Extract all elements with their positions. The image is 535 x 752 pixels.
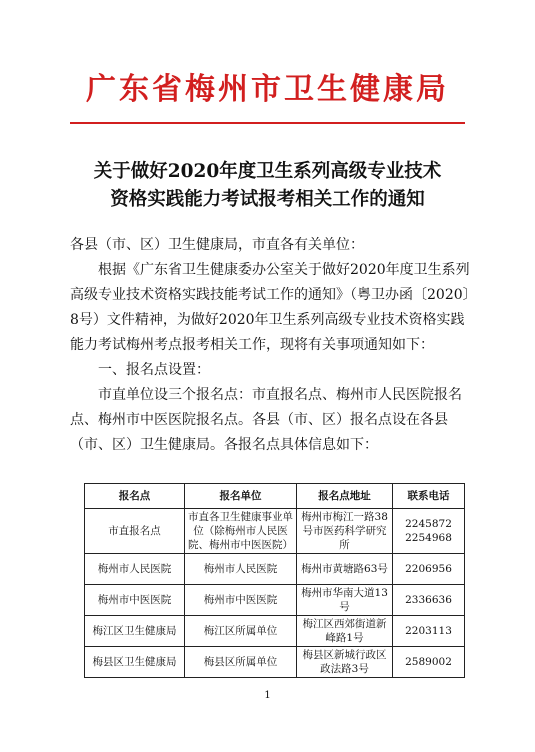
section-heading-registration-points: 一、报名点设置： <box>98 362 210 378</box>
cell-phone: 2203113 <box>393 616 465 647</box>
cell-address: 梅州市梅江一路38号市医药科学研究所 <box>297 509 393 554</box>
cell-registration-point: 梅州市中医医院 <box>85 585 185 616</box>
page-number: 1 <box>264 690 271 701</box>
salutation: 各县（市、区）卫生健康局，市直各有关单位： <box>70 237 364 253</box>
cell-registration-point: 梅江区卫生健康局 <box>85 616 185 647</box>
header-registration-point: 报名点 <box>85 484 185 509</box>
cell-registration-unit: 梅州市中医医院 <box>185 585 297 616</box>
notice-body <box>70 233 471 458</box>
table-row <box>85 616 465 647</box>
cell-phone: 2245872 2254968 <box>393 509 465 554</box>
cell-registration-point: 市直报名点 <box>85 509 185 554</box>
paragraph-registration-points: 市直单位设三个报名点：市直报名点、梅州市人民医院报名点、梅州市中医医院报名点。各县（市、区）报名点设在各县（市、区）卫生健康局。各报名点具体信息如下： <box>70 387 462 453</box>
table-row <box>85 647 465 678</box>
cell-address: 梅州市黄塘路63号 <box>297 554 393 585</box>
cell-phone: 2336636 <box>393 585 465 616</box>
table-row <box>85 585 465 616</box>
paragraph-basis: 根据《广东省卫生健康委办公室关于做好2020年度卫生系列高级专业技术资格实践技能考试工作的通知》（粤卫办函〔2020〕8号）文件精神，为做好2020年卫生系列高级专业技术资格实践能力考试梅州考点报考相关工作，现将有关事项通知如下： <box>70 262 470 353</box>
registration-points-table <box>84 483 465 678</box>
cell-address: 梅江区西郊街道新峰路1号 <box>297 616 393 647</box>
notice-title <box>40 158 495 214</box>
agency-letterhead: 广东省梅州市卫生健康局 <box>86 72 449 107</box>
cell-phone: 2589002 <box>393 647 465 678</box>
table-row <box>85 554 465 585</box>
cell-registration-point: 梅州市人民医院 <box>85 554 185 585</box>
cell-registration-unit: 梅州市人民医院 <box>185 554 297 585</box>
header-phone: 联系电话 <box>393 484 465 509</box>
cell-registration-point: 梅县区卫生健康局 <box>85 647 185 678</box>
cell-registration-unit: 梅县区所属单位 <box>185 647 297 678</box>
letterhead-divider <box>70 122 465 124</box>
title-line-2: 资格实践能力考试报考相关工作的通知 <box>110 189 425 210</box>
table-header-row <box>85 484 465 509</box>
title-line-1: 关于做好2020年度卫生系列高级专业技术 <box>93 161 442 182</box>
cell-registration-unit: 市直各卫生健康事业单位（除梅州市人民医院、梅州市中医医院） <box>185 509 297 554</box>
header-registration-unit: 报名单位 <box>185 484 297 509</box>
cell-address: 梅县区新城行政区政法路3号 <box>297 647 393 678</box>
cell-registration-unit: 梅江区所属单位 <box>185 616 297 647</box>
cell-address: 梅州市华南大道13号 <box>297 585 393 616</box>
table-row <box>85 509 465 554</box>
cell-phone: 2206956 <box>393 554 465 585</box>
header-address: 报名点地址 <box>297 484 393 509</box>
